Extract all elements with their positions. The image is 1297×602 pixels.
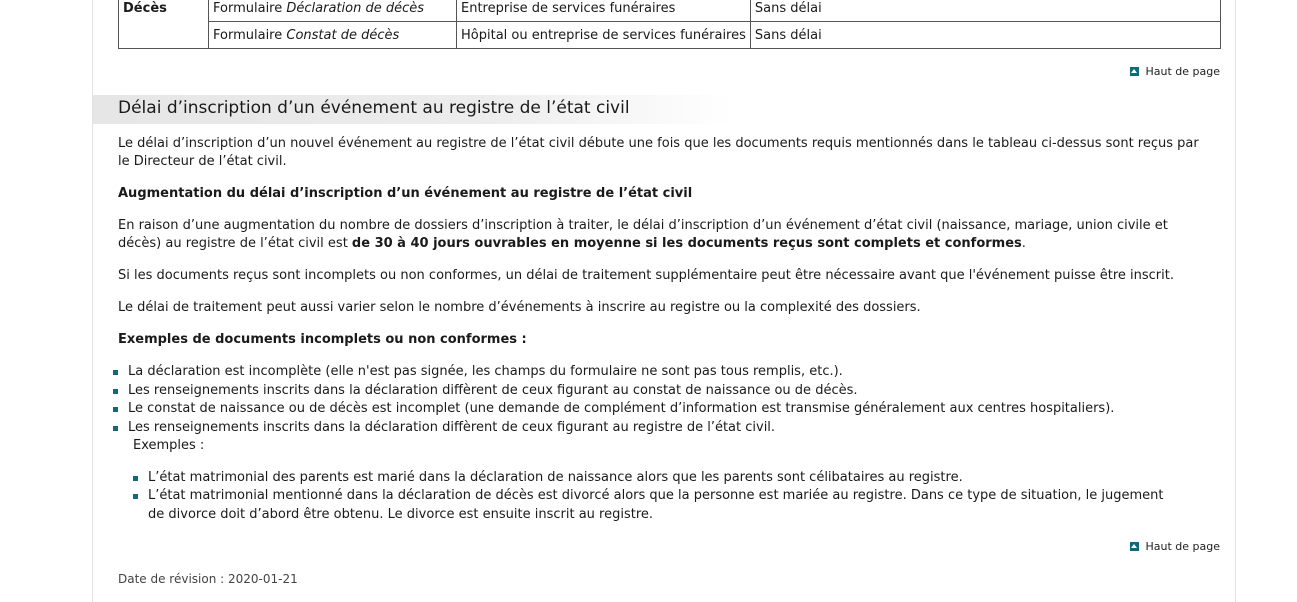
row-label: Décès [119,0,209,49]
revision-date: Date de révision : 2020-01-21 [118,572,298,586]
sub-examples-label: Exemples : [133,438,205,453]
form-cell: Formulaire Déclaration de décès [209,0,457,22]
page-content [92,0,1236,602]
table-row [119,22,1221,49]
arrow-up-icon [1130,67,1139,76]
back-to-top-link[interactable]: Haut de page [1130,540,1220,553]
list-item: Le constat de naissance ou de décès est incomplet (une demande de complément d’information est transmise généralement aux centres hospitaliers). [93,400,1223,419]
form-cell: Formulaire Constat de décès [209,22,457,49]
intro-paragraph: Le délai d’inscription d’un nouvel événement au registre de l’état civil débute une fois que les documents requis mentionnés dans le tableau ci-dessus sont reçus par le Directeur de l’état civil. [118,136,1199,169]
delay-cell: Sans délai [750,0,1220,22]
subheading: Augmentation du délai d’inscription d’un événement au registre de l’état civil [118,186,693,201]
documents-table [118,0,1221,49]
list-item: L’état matrimonial des parents est marié dans la déclaration de naissance alors que les parents sont célibataires au registre. [93,469,1223,488]
examples-list-container [93,363,1223,524]
provider-cell: Entreprise de services funéraires [457,0,751,22]
list-item: La déclaration est incomplète (elle n'est pas signée, les champs du formulaire ne sont pas tous remplis, etc.). [93,363,1223,382]
list-item: Les renseignements inscrits dans la déclaration diffèrent de ceux figurant au constat de naissance ou de décès. [93,382,1223,401]
back-to-top-link[interactable]: Haut de page [1130,65,1220,78]
delay-cell: Sans délai [750,22,1220,49]
section-title: Délai d’inscription d’un événement au registre de l’état civil [118,98,630,118]
list-item: L’état matrimonial mentionné dans la déclaration de décès est divorcé alors que la personne est mariée au registre. Dans ce type de situation, le jugement de divorce doit d’abord être obtenu. Le divorce est ensuite inscrit au registre. [93,487,1223,524]
variation-paragraph: Le délai de traitement peut aussi varier selon le nombre d’événements à inscrire au registre ou la complexité des dossiers. [118,300,921,315]
arrow-up-icon [1130,542,1139,551]
provider-cell: Hôpital ou entreprise de services funéraires [457,22,751,49]
delay-paragraph: En raison d’une augmentation du nombre de dossiers d’inscription à traiter, le délai d’inscription d’un événement d’état civil (naissance, mariage, union civile et décès) au registre de l’état civil est de 30 à 40 jours ouvrables en moyenne si les documents reçus sont complets et conformes. [118,218,1168,251]
sub-examples-list [93,469,1223,525]
table-row [119,0,1221,22]
list-item: Les renseignements inscrits dans la déclaration diffèrent de ceux figurant au registre de l’état civil. [93,419,1223,438]
examples-list [93,363,1223,437]
examples-heading: Exemples de documents incomplets ou non conformes : [118,332,527,347]
incomplete-paragraph: Si les documents reçus sont incomplets ou non conformes, un délai de traitement supplémentaire peut être nécessaire avant que l'événement puisse être inscrit. [118,268,1174,283]
